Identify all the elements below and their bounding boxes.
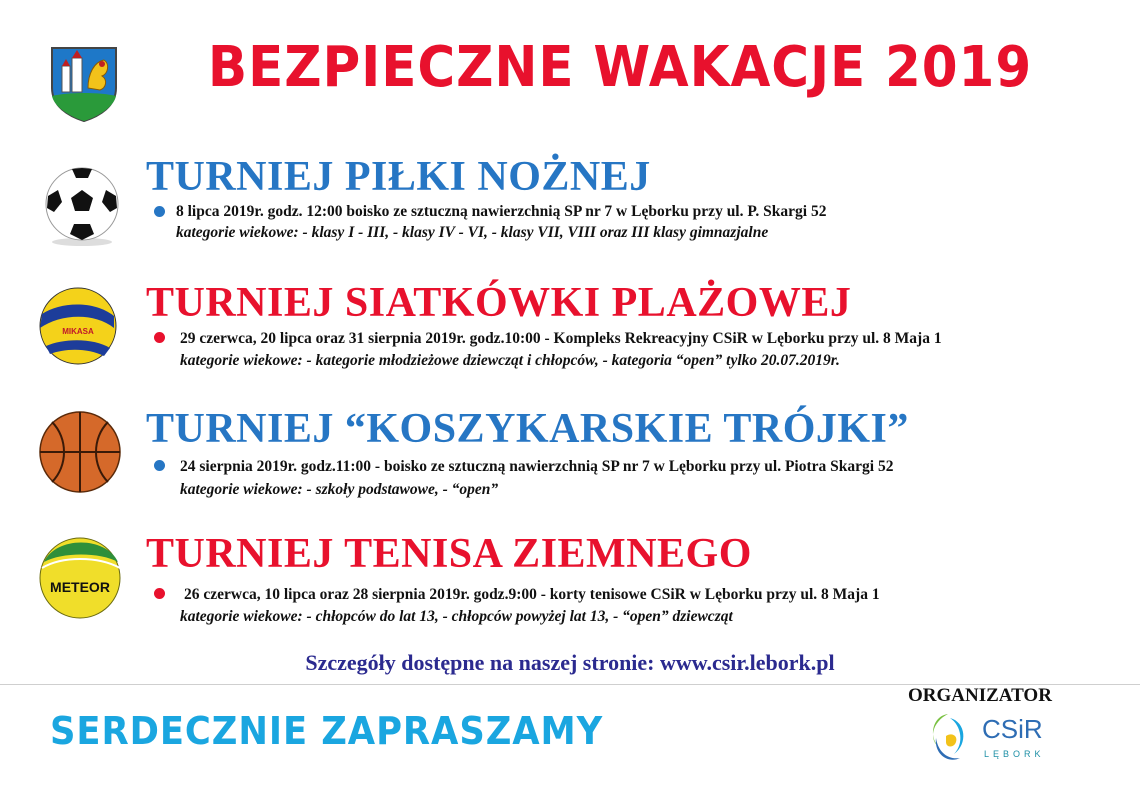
tennis-ball-icon: [36, 532, 120, 616]
bullet-icon: [154, 206, 165, 217]
svg-text:MIKASA: MIKASA: [62, 327, 94, 336]
event-title: TURNIEJ PIŁKI NOŻNEJ: [146, 154, 651, 200]
basketball-icon: [38, 410, 122, 494]
organizer-logo-city: LĘBORK: [984, 749, 1045, 759]
bullet-icon: [154, 332, 165, 343]
event-title: TURNIEJ “KOSZYKARSKIE TRÓJKI”: [146, 406, 909, 452]
bullet-icon: [154, 588, 165, 599]
organizer-logo-text: CSiR: [982, 714, 1043, 744]
closing-slogan: SERDECZNIE ZAPRASZAMY: [50, 709, 604, 753]
event-detail: 24 sierpnia 2019r. godz.11:00 - boisko ze sztuczną nawierzchnią SP nr 7 w Lęborku przy ul. Piotra Skargi 52: [180, 458, 894, 475]
event-categories: kategorie wiekowe: - kategorie młodzieżowe dziewcząt i chłopców, - kategoria “open” tylko 20.07.2019r.: [180, 352, 840, 369]
details-link-text[interactable]: Szczegóły dostępne na naszej stronie: www.csir.lebork.pl: [305, 650, 835, 675]
event-categories: kategorie wiekowe: - szkoły podstawowe, - “open”: [180, 481, 499, 498]
football-icon: [40, 164, 124, 248]
event-title: TURNIEJ TENISA ZIEMNEGO: [146, 531, 752, 577]
event-detail: 29 czerwca, 20 lipca oraz 31 sierpnia 2019r. godz.10:00 - Kompleks Rekreacyjny CSiR w Lęborku przy ul. 8 Maja 1: [180, 330, 942, 347]
event-detail: 8 lipca 2019r. godz. 12:00 boisko ze sztuczną nawierzchnią SP nr 7 w Lęborku przy ul. P. Skargi 52: [176, 203, 827, 220]
svg-text:METEOR: METEOR: [50, 579, 110, 595]
csir-logo-icon: [918, 708, 978, 768]
coat-of-arms-icon: [48, 44, 120, 122]
event-categories: kategorie wiekowe: - chłopców do lat 13, - chłopców powyżej lat 13, - “open” dziewcząt: [180, 608, 733, 625]
bullet-icon: [154, 460, 165, 471]
event-categories: kategorie wiekowe: - klasy I - III, - klasy IV - VI, - klasy VII, VIII oraz III klasy gimnazjalne: [176, 224, 769, 241]
event-title: TURNIEJ SIATKÓWKI PLAŻOWEJ: [146, 280, 852, 326]
event-detail: 26 czerwca, 10 lipca oraz 28 sierpnia 2019r. godz.9:00 - korty tenisowe CSiR w Lęborku przy ul. 8 Maja 1: [184, 586, 880, 603]
page-title: BEZPIECZNE WAKACJE 2019: [207, 35, 1033, 100]
volleyball-icon: [36, 286, 120, 370]
organizer-label: ORGANIZATOR: [908, 685, 1052, 706]
